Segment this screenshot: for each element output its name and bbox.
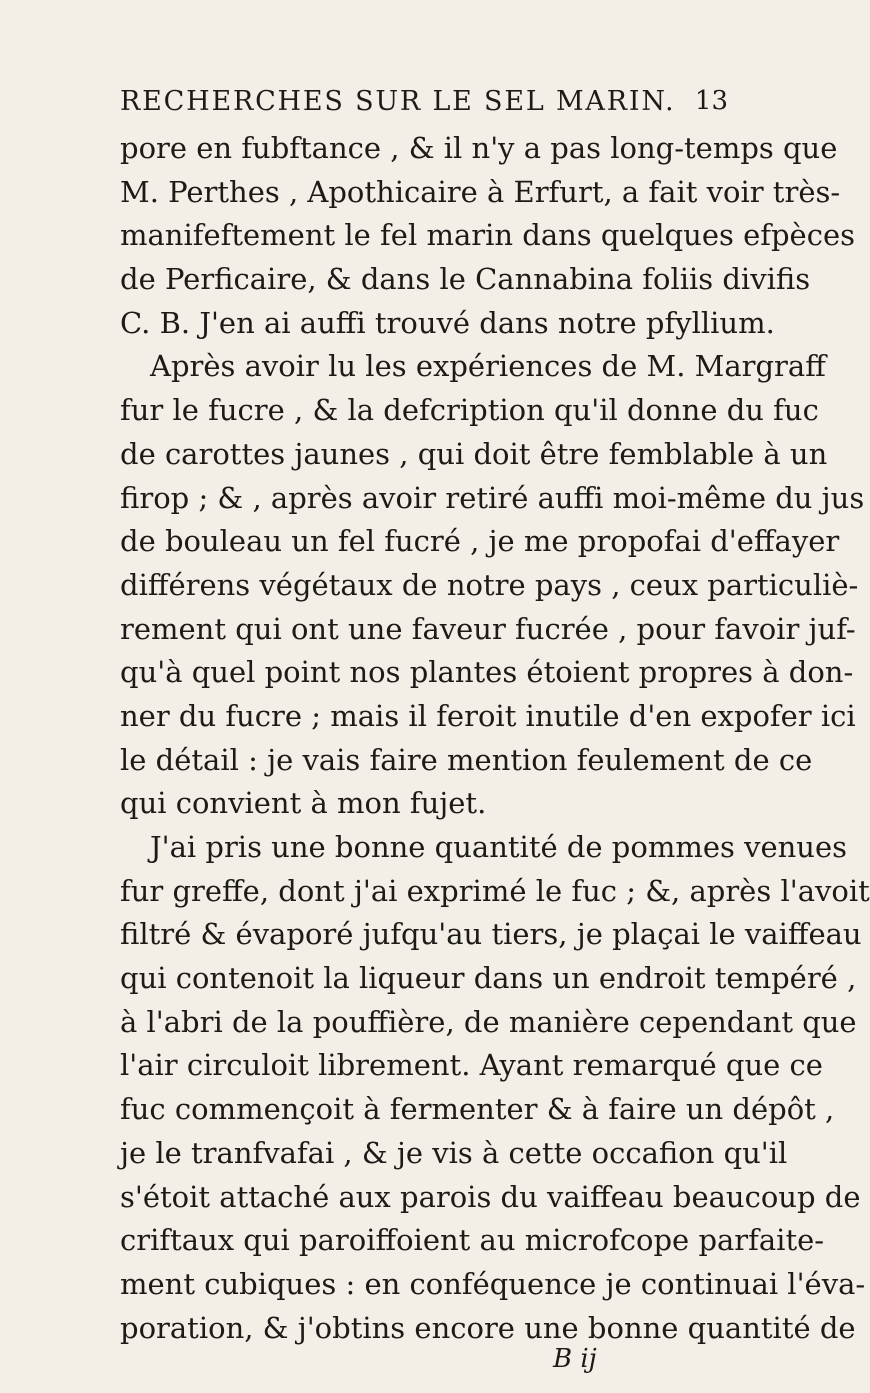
text-line: qui convient à mon fujet. [120, 786, 487, 821]
text-line: J'ai pris une bonne quantité de pommes venues [150, 830, 848, 864]
text-line: qu'à quel point nos plantes étoient propres à don- [120, 655, 854, 690]
text-line: criftaux qui paroiffoient au microfcope parfaite- [120, 1223, 825, 1258]
text-line: ner du fucre ; mais il feroit inutile d'en expofer ici [120, 698, 856, 733]
text-line: s'étoit attaché aux parois du vaiffeau beaucoup de [120, 1179, 861, 1214]
text-line: manifeftement le fel marin dans quelques efpèces [120, 218, 855, 253]
text-line: de Perficaire, & dans le Cannabina foliis divifis [120, 262, 811, 297]
text-line: poration, & j'obtins encore une bonne quantité de [120, 1310, 856, 1345]
text-line: M. Perthes , Apothicaire à Erfurt, a fait voir très- [120, 174, 841, 209]
text-line: à l'abri de la pouffière, de manière cependant que [120, 1004, 857, 1039]
text-line: différens végétaux de notre pays , ceux particuliè- [120, 567, 859, 602]
text-line: fuc commençoit à fermenter & à faire un dépôt , [120, 1092, 835, 1127]
text-line: de bouleau un fel fucré , je me propofai d'effayer [120, 524, 840, 559]
text-line: rement qui ont une faveur fucrée , pour favoir juf- [120, 611, 856, 646]
text-line: de carottes jaunes , qui doit être femblable à un [120, 436, 828, 471]
text-line: qui contenoit la liqueur dans un endroit tempéré , [120, 961, 857, 996]
text-line: l'air circuloit librement. Ayant remarqué que ce [120, 1048, 823, 1083]
running-title: RECHERCHES SUR LE SEL MARIN. [120, 86, 676, 117]
page-header [120, 86, 728, 126]
text-line: fur greffe, dont j'ai exprimé le fuc ; &, après l'avoit [120, 873, 870, 908]
body-text [120, 127, 870, 1350]
page-number: 13 [694, 86, 728, 116]
text-line: ment cubiques : en conféquence je continuai l'éva- [120, 1266, 866, 1301]
text-line: Après avoir lu les expériences de M. Margraff [150, 349, 826, 384]
text-line: C. B. J'en ai auffi trouvé dans notre pfyllium. [120, 305, 775, 340]
text-line: je le tranfvafai , & je vis à cette occafion qu'il [120, 1135, 788, 1170]
text-line: firop ; & , après avoir retiré auffi moi-même du jus [120, 480, 865, 515]
text-line: fur le fucre , & la defcription qu'il donne du fuc [120, 393, 819, 428]
text-line: le détail : je vais faire mention feulement de ce [120, 742, 813, 777]
text-line: filtré & évaporé jufqu'au tiers, je plaçai le vaiffeau [120, 917, 862, 952]
printer-signature: B ij [553, 1344, 597, 1374]
text-line: pore en fubftance , & il n'y a pas long-temps que [120, 131, 838, 165]
